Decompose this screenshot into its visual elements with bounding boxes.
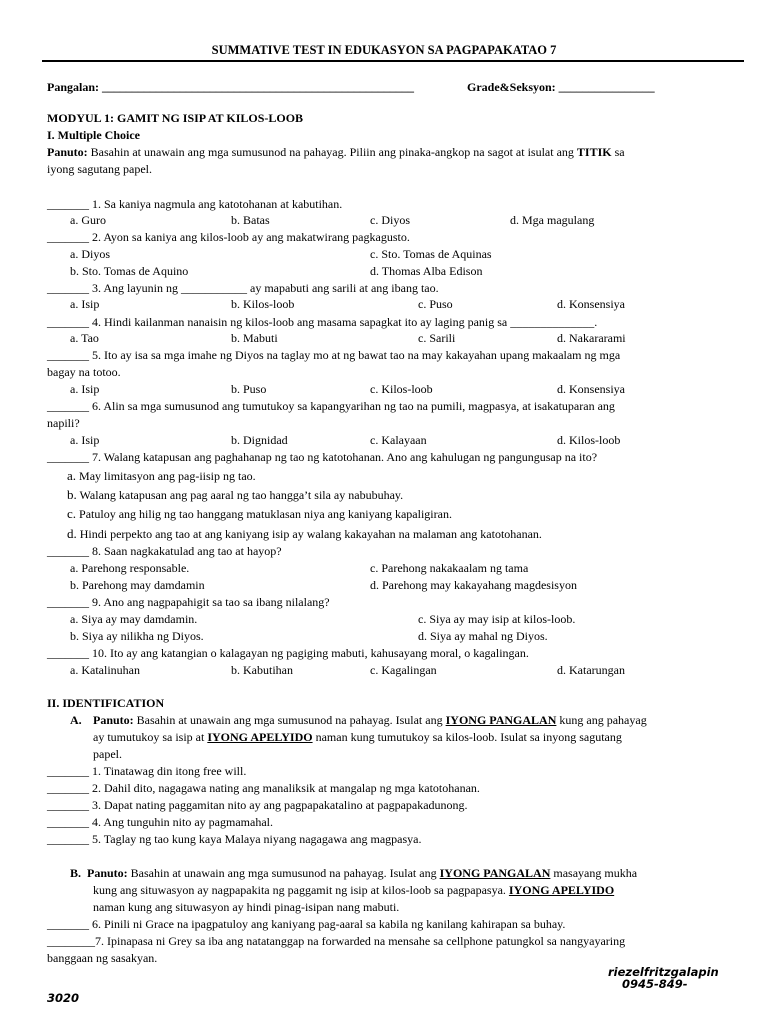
identification-item-4: _______ 4. Ang tunguhin nito ay pagmamahal. [47, 815, 273, 829]
q3-choice-d: d. Konsensiya [557, 297, 625, 311]
q8-choice-c: c. Parehong nakakaalam ng tama [370, 561, 529, 575]
identification-item-2: _______ 2. Dahil dito, nagagawa nating ang manaliksik at mangalap ng mga katotohanan. [47, 781, 480, 795]
q7-choice-d: d. Hindi perpekto ang tao at ang kaniyang isip ay walang kakayahan na malaman ang katotohanan. [67, 526, 542, 541]
section-b-instructions-line3: naman kung ang situwasyon ay hindi pinag-isipan nang mabuti. [93, 900, 400, 914]
q5-choice-c: c. Kilos-loob [370, 382, 433, 396]
part1-instructions: Panuto: Basahin at unawain ang mga sumusunod na pahayag. Piliin ang pinaka-angkop na sagot at isulat ang TITIK sa [47, 145, 625, 159]
q4-choice-a: a. Tao [70, 331, 99, 345]
question-5: _______ 5. Ito ay isa sa mga imahe ng Diyos na taglay mo at ng bawat tao na may kakayahan upang makaalam ng mga [47, 348, 621, 362]
q9-choice-d: d. Siya ay mahal ng Diyos. [418, 629, 548, 643]
test-title: SUMMATIVE TEST IN EDUKASYON SA PAGPAPAKATAO 7 [211, 43, 557, 57]
q7-choice-c: c. Patuloy ang hilig ng tao hanggang matuklasan niya ang kaniyang kapaligiran. [67, 506, 452, 521]
q1-choice-d: d. Mga magulang [510, 213, 595, 227]
q2-choice-b: b. Sto. Tomas de Aquino [70, 264, 189, 278]
question-1: _______ 1. Sa kaniya nagmula ang katotohanan at kabutihan. [47, 197, 343, 211]
grade-blank: ________________ [558, 80, 655, 94]
q10-choice-a: a. Katalinuhan [70, 663, 140, 677]
instructions-label: Panuto: [47, 145, 88, 159]
question-2: _______ 2. Ayon sa kaniya ang kilos-loob ay ang makatwirang pagkagusto. [47, 230, 410, 244]
section-b-instructions: Panuto: Basahin at unawain ang mga sumusunod na pahayag. Isulat ang IYONG PANGALAN masayang mukha [87, 866, 638, 880]
grade-section-field [467, 80, 655, 95]
q6-choice-a: a. Isip [70, 433, 100, 447]
situation-item-7: ________7. Ipinapasa ni Grey sa iba ang natatanggap na forwarded na mensahe sa cellphone patungkol sa nangyayaring [47, 934, 626, 948]
q5-choice-b: b. Puso [231, 382, 267, 396]
part1-title: I. Multiple Choice [47, 128, 140, 142]
name-label: Pangalan: [47, 80, 100, 94]
name-blank: ____________________________________________________ [102, 80, 415, 94]
q10-choice-c: c. Kagalingan [370, 663, 437, 677]
identification-item-5: _______ 5. Taglay ng tao kung kaya Malaya niyang nagagawa ang magpasya. [47, 832, 422, 846]
section-a-letter: A. [70, 713, 82, 727]
question-7: _______ 7. Walang katapusan ang paghahanap ng tao ng katotohanan. Ano ang kahulugan ng pangungusap na ito? [47, 450, 598, 464]
situation-item-6: _______ 6. Pinili ni Grace na ipagpatuloy ang kaniyang pag-aaral sa kabila ng kanilang kahirapan sa buhay. [47, 917, 566, 931]
q9-choice-b: b. Siya ay nilikha ng Diyos. [70, 629, 204, 643]
question-9: _______ 9. Ano ang nagpapahigit sa tao sa ibang nilalang? [47, 595, 330, 609]
q6-choice-c: c. Kalayaan [370, 433, 427, 447]
identification-item-1: _______ 1. Tinatawag din itong free will. [47, 764, 247, 778]
part2-title: II. IDENTIFICATION [47, 696, 165, 710]
name-field [47, 80, 414, 95]
q2-choice-d: d. Thomas Alba Edison [370, 264, 483, 278]
instructions-emphasis: TITIK [576, 145, 612, 159]
q3-choice-b: b. Kilos-loob [231, 297, 295, 311]
question-3: _______ 3. Ang layunin ng ___________ ay mapabuti ang sarili at ang ibang tao. [47, 281, 439, 295]
question-8: _______ 8. Saan nagkakatulad ang tao at hayop? [47, 544, 282, 558]
part1-instructions-cont: iyong sagutang papel. [47, 162, 152, 176]
author-signature: riezelfritzgalapin [608, 965, 719, 979]
section-b-instructions-line2: kung ang situwasyon ay nagpapakita ng paggamit ng isip at kilos-loob sa pagpapasya. IYONG APELYIDO [93, 883, 615, 897]
q3-choice-a: a. Isip [70, 297, 100, 311]
q1-choice-a: a. Guro [70, 213, 106, 227]
question-4: _______ 4. Hindi kailanman nanaisin ng kilos-loob ang masama sapagkat ito ay laging panig sa ______________. [47, 315, 598, 329]
q2-choice-a: a. Diyos [70, 247, 110, 261]
section-b-letter: B. [70, 866, 82, 880]
question-5-cont: bagay na totoo. [47, 365, 121, 379]
q10-choice-b: b. Kabutihan [231, 663, 293, 677]
section-a-instructions-line3: papel. [93, 747, 122, 761]
q7-choice-a: a. May limitasyon ang pag-iisip ng tao. [67, 468, 256, 483]
q6-choice-d: d. Kilos-loob [557, 433, 621, 447]
author-phone: 0945-849- [622, 977, 688, 991]
q4-choice-c: c. Sarili [418, 331, 456, 345]
q4-choice-b: b. Mabuti [231, 331, 278, 345]
q3-choice-c: c. Puso [418, 297, 453, 311]
situation-item-7-cont: banggaan ng sasakyan. [47, 951, 158, 965]
q7-choice-b: b. Walang katapusan ang pag aaral ng tao hangga’t sila ay nabubuhay. [67, 487, 404, 502]
q8-choice-b: b. Parehong may damdamin [70, 578, 205, 592]
q9-choice-c: c. Siya ay may isip at kilos-loob. [418, 612, 576, 626]
q1-choice-c: c. Diyos [370, 213, 410, 227]
q6-choice-b: b. Dignidad [231, 433, 288, 447]
q8-choice-a: a. Parehong responsable. [70, 561, 190, 575]
section-a-instructions-line2: ay tumutukoy sa isip at IYONG APELYIDO naman kung tumutukoy sa kilos-loob. Isulat sa inyong sagutang [93, 730, 622, 744]
q1-choice-b: b. Batas [231, 213, 270, 227]
grade-label: Grade&Seksyon: [467, 80, 556, 94]
q8-choice-d: d. Parehong may kakayahang magdesisyon [370, 578, 577, 592]
question-6: _______ 6. Alin sa mga sumusunod ang tumutukoy sa kapangyarihan ng tao na pumili, magpasya, at isakatuparan ang [47, 399, 615, 413]
question-6-cont: napili? [47, 416, 80, 430]
header-rule [42, 60, 744, 62]
question-10: _______ 10. Ito ay ang katangian o kalagayan ng pagiging mabuti, kahusayang moral, o kagalingan. [47, 646, 529, 660]
q5-choice-d: d. Konsensiya [557, 382, 625, 396]
module-title: MODYUL 1: GAMIT NG ISIP AT KILOS-LOOB [47, 111, 304, 125]
identification-item-3: _______ 3. Dapat nating paggamitan nito ay ang pagpapakatalino at pagpapakadunong. [47, 798, 468, 812]
q4-choice-d: d. Nakararami [557, 331, 626, 345]
q10-choice-d: d. Katarungan [557, 663, 625, 677]
q2-choice-c: c. Sto. Tomas de Aquinas [370, 247, 492, 261]
page-number: 3020 [47, 991, 80, 1005]
q5-choice-a: a. Isip [70, 382, 100, 396]
section-a-instructions: Panuto: Basahin at unawain ang mga sumusunod na pahayag. Isulat ang IYONG PANGALAN kung ang pahayag [93, 713, 647, 727]
q9-choice-a: a. Siya ay may damdamin. [70, 612, 198, 626]
